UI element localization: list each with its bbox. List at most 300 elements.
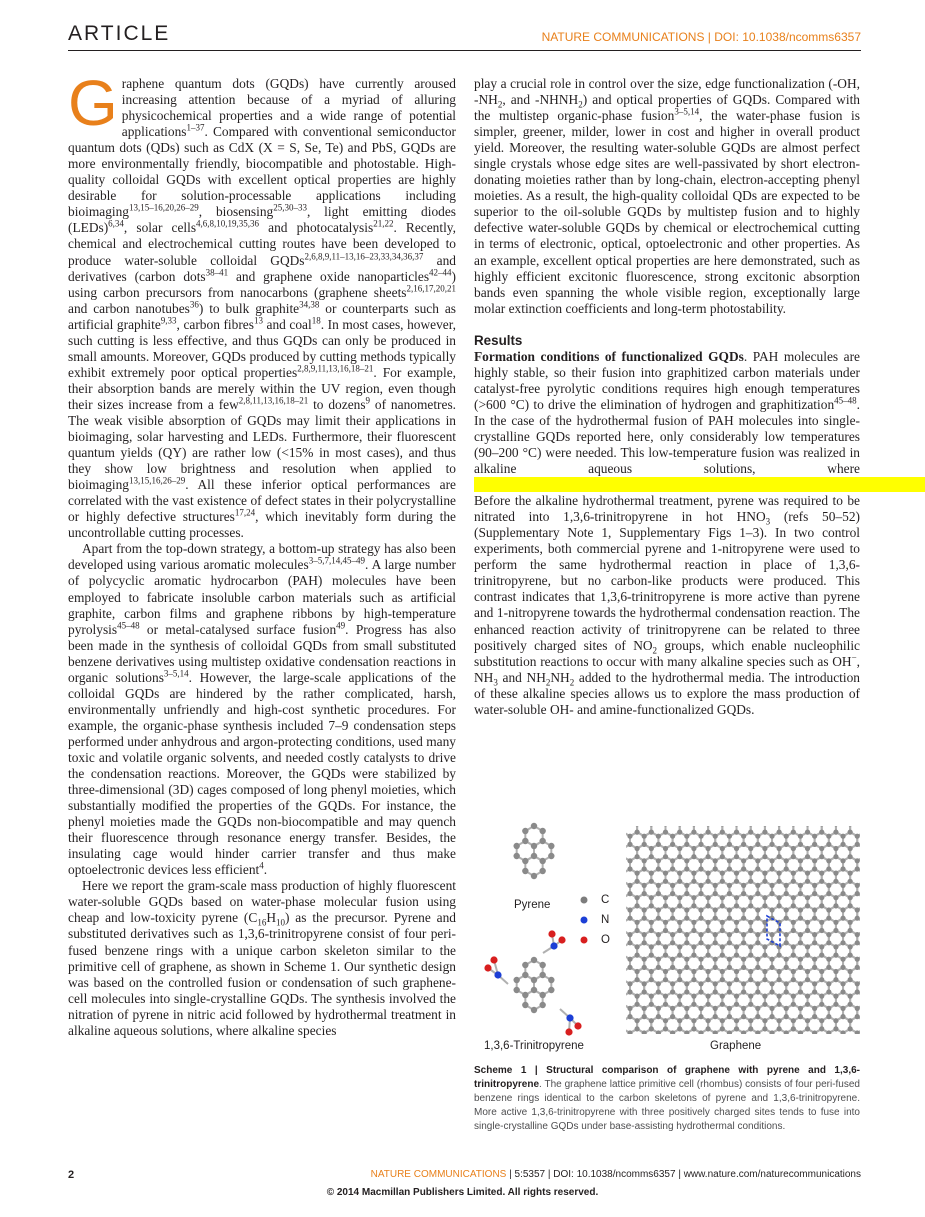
carbon-atom — [606, 846, 611, 851]
bond — [850, 1041, 857, 1045]
carbon-atom — [777, 1043, 782, 1048]
carbon-atom — [649, 822, 654, 827]
carbon-atom — [649, 1026, 654, 1031]
oxygen-atom — [490, 956, 497, 963]
carbon-atom — [833, 1043, 838, 1048]
carbon-atom — [784, 916, 789, 921]
carbon-atom — [620, 871, 625, 876]
carbon-atom — [741, 916, 746, 921]
carbon-atom — [684, 907, 689, 912]
carbon-atom — [762, 1026, 767, 1031]
carbon-atom — [848, 895, 853, 900]
carbon-atom — [840, 932, 845, 937]
carbon-atom — [784, 1014, 789, 1019]
carbon-atom — [613, 1014, 618, 1019]
pyrene-molecule — [513, 823, 554, 879]
carbon-atom — [798, 842, 803, 847]
carbon-atom — [805, 854, 810, 859]
carbon-atom — [620, 928, 625, 933]
bond — [694, 822, 701, 824]
carbon-atom — [798, 981, 803, 986]
carbon-atom — [791, 994, 796, 999]
carbon-atom — [812, 1039, 817, 1044]
carbon-atom — [663, 903, 668, 908]
header-divider — [68, 50, 861, 51]
carbon-atom — [620, 846, 625, 851]
carbon-atom — [663, 879, 668, 884]
carbon-atom — [670, 866, 675, 871]
carbon-atom — [798, 957, 803, 962]
carbon-atom — [812, 1014, 817, 1019]
carbon-atom — [848, 871, 853, 876]
carbon-atom — [798, 866, 803, 871]
carbon-atom — [635, 1026, 640, 1031]
carbon-atom — [826, 866, 831, 871]
bond — [850, 822, 857, 824]
carbon-atom — [706, 928, 711, 933]
carbon-atom — [741, 1006, 746, 1011]
bond — [829, 822, 836, 824]
carbon-atom — [635, 969, 640, 974]
carbon-atom — [642, 866, 647, 871]
carbon-atom — [691, 969, 696, 974]
atom-legend — [581, 897, 588, 944]
carbon-atom — [833, 879, 838, 884]
carbon-atom — [769, 883, 774, 888]
carbon-atom — [748, 830, 753, 835]
carbon-atom — [812, 1006, 817, 1011]
carbon-atom — [755, 1006, 760, 1011]
carbon-atom — [539, 1002, 545, 1008]
bond — [651, 1041, 658, 1045]
carbon-atom — [741, 940, 746, 945]
carbon-atom — [777, 928, 782, 933]
bond — [800, 822, 807, 824]
bond — [715, 822, 722, 824]
carbon-atom — [539, 858, 545, 864]
bond — [793, 822, 800, 824]
carbon-atom — [769, 891, 774, 896]
carbon-atom — [670, 989, 675, 994]
carbon-atom — [656, 932, 661, 937]
carbon-atom — [713, 891, 718, 896]
carbon-atom — [627, 866, 632, 871]
bond — [609, 822, 616, 824]
carbon-atom — [663, 1043, 668, 1048]
carbon-atom — [777, 854, 782, 859]
carbon-atom — [663, 944, 668, 949]
carbon-atom — [734, 920, 739, 925]
carbon-atom — [656, 883, 661, 888]
carbon-atom — [713, 981, 718, 986]
carbon-atom — [762, 903, 767, 908]
bond — [609, 1017, 616, 1021]
oxygen-atom — [484, 964, 491, 971]
carbon-atom — [522, 992, 528, 998]
carbon-atom — [713, 965, 718, 970]
carbon-atom — [762, 830, 767, 835]
carbon-atom — [784, 842, 789, 847]
carbon-atom — [539, 868, 545, 874]
bond — [609, 967, 616, 971]
bond — [658, 1041, 665, 1045]
carbon-atom — [762, 879, 767, 884]
carbon-atom — [656, 1039, 661, 1044]
carbon-atom — [670, 883, 675, 888]
carbon-atom — [826, 1039, 831, 1044]
bond — [680, 822, 687, 824]
bond — [765, 822, 772, 824]
carbon-atom — [840, 858, 845, 863]
carbon-atom — [663, 1026, 668, 1031]
carbon-atom — [826, 842, 831, 847]
carbon-atom — [656, 965, 661, 970]
carbon-atom — [706, 1018, 711, 1023]
carbon-atom — [741, 965, 746, 970]
nitrogen-atom — [494, 971, 501, 978]
carbon-atom — [812, 932, 817, 937]
carbon-atom — [720, 994, 725, 999]
carbon-atom — [769, 932, 774, 937]
carbon-atom — [791, 1018, 796, 1023]
footer-citation[interactable]: NATURE COMMUNICATIONS | 5:5357 | DOI: 10.1038/ncomms6357 | www.nature.com/naturecommunications — [370, 1169, 861, 1180]
carbon-atom — [642, 907, 647, 912]
bond — [815, 822, 822, 824]
carbon-atom — [670, 907, 675, 912]
carbon-atom — [613, 891, 618, 896]
carbon-atom — [539, 838, 545, 844]
carbon-atom — [627, 883, 632, 888]
carbon-atom — [677, 903, 682, 908]
carbon-atom — [706, 846, 711, 851]
carbon-atom — [755, 883, 760, 888]
carbon-atom — [826, 940, 831, 945]
carbon-atom — [720, 928, 725, 933]
bond — [616, 1004, 623, 1008]
carbon-atom — [855, 965, 860, 970]
carbon-atom — [727, 858, 732, 863]
bond — [779, 1041, 786, 1045]
carbon-atom — [855, 957, 860, 962]
carbon-atom — [798, 834, 803, 839]
bond — [701, 1041, 708, 1045]
carbon-atom — [819, 994, 824, 999]
carbon-atom — [720, 822, 725, 827]
carbon-atom — [649, 1002, 654, 1007]
bond — [722, 822, 729, 824]
carbon-atom — [684, 981, 689, 986]
carbon-atom — [791, 903, 796, 908]
bond — [822, 822, 829, 824]
carbon-atom — [513, 853, 519, 859]
bond — [829, 822, 836, 824]
carbon-atom — [819, 953, 824, 958]
carbon-atom — [522, 972, 528, 978]
carbon-atom — [734, 953, 739, 958]
carbon-atom — [620, 953, 625, 958]
carbon-atom — [677, 879, 682, 884]
carbon-atom — [798, 883, 803, 888]
carbon-atom — [606, 1018, 611, 1023]
carbon-atom — [663, 969, 668, 974]
carbon-atom — [855, 883, 860, 888]
carbon-atom — [855, 834, 860, 839]
carbon-atom — [548, 977, 554, 983]
bond — [729, 822, 736, 824]
carbon-atom — [713, 940, 718, 945]
carbon-atom — [819, 1018, 824, 1023]
carbon-atom — [805, 1018, 810, 1023]
carbon-atom — [684, 858, 689, 863]
carbon-atom — [706, 879, 711, 884]
carbon-atom — [720, 1002, 725, 1007]
carbon-atom — [656, 842, 661, 847]
carbon-atom — [691, 830, 696, 835]
carbon-atom — [798, 965, 803, 970]
carbon-atom — [833, 895, 838, 900]
bond — [616, 1029, 623, 1033]
bond — [800, 822, 807, 824]
carbon-atom — [826, 907, 831, 912]
carbon-atom — [635, 977, 640, 982]
carbon-atom — [840, 1039, 845, 1044]
carbon-atom — [627, 842, 632, 847]
carbon-atom — [663, 1002, 668, 1007]
carbon-atom — [784, 965, 789, 970]
carbon-atom — [649, 1018, 654, 1023]
carbon-atom — [613, 866, 618, 871]
carbon-atom — [791, 969, 796, 974]
carbon-atom — [706, 944, 711, 949]
carbon-atom — [691, 944, 696, 949]
carbon-atom — [855, 1030, 860, 1035]
carbon-atom — [734, 1026, 739, 1031]
carbon-atom — [727, 916, 732, 921]
carbon-atom — [777, 953, 782, 958]
carbon-atom — [713, 883, 718, 888]
carbon-atom — [656, 989, 661, 994]
carbon-atom — [848, 928, 853, 933]
journal-reference[interactable]: NATURE COMMUNICATIONS | DOI: 10.1038/ncomms6357 — [541, 30, 861, 44]
carbon-atom — [720, 969, 725, 974]
carbon-atom — [698, 907, 703, 912]
carbon-atom — [784, 981, 789, 986]
carbon-atom — [548, 853, 554, 859]
carbon-atom — [805, 969, 810, 974]
carbon-atom — [826, 1014, 831, 1019]
bond — [630, 1041, 637, 1045]
carbon-atom — [539, 828, 545, 834]
carbon-atom — [755, 842, 760, 847]
carbon-atom — [670, 981, 675, 986]
carbon-atom — [649, 953, 654, 958]
carbon-atom — [642, 858, 647, 863]
carbon-atom — [791, 1026, 796, 1031]
carbon-atom — [627, 891, 632, 896]
carbon-atom — [677, 944, 682, 949]
carbon-atom — [755, 1014, 760, 1019]
bond — [616, 967, 623, 971]
bond — [623, 822, 630, 824]
bond — [616, 918, 623, 922]
carbon-atom — [720, 920, 725, 925]
bond — [637, 822, 644, 824]
carbon-atom — [620, 822, 625, 827]
carbon-atom — [720, 895, 725, 900]
carbon-atom — [784, 940, 789, 945]
bond — [609, 1004, 616, 1008]
carbon-atom — [791, 977, 796, 982]
carbon-atom — [777, 822, 782, 827]
carbon-atom — [606, 879, 611, 884]
bond — [616, 881, 623, 885]
carbon-atom — [684, 891, 689, 896]
nitrogen-atom — [550, 942, 557, 949]
carbon-atom — [613, 907, 618, 912]
carbon-atom — [677, 1043, 682, 1048]
carbon-atom — [635, 879, 640, 884]
legend-o-dot — [581, 937, 588, 944]
carbon-atom — [727, 842, 732, 847]
carbon-atom — [805, 895, 810, 900]
bond — [815, 1041, 822, 1045]
carbon-atom — [805, 944, 810, 949]
bond — [822, 1041, 829, 1045]
carbon-atom — [762, 953, 767, 958]
bond — [708, 822, 715, 824]
carbon-atom — [734, 969, 739, 974]
bond — [616, 955, 623, 959]
carbon-atom — [677, 854, 682, 859]
carbon-atom — [734, 977, 739, 982]
bond — [630, 822, 637, 824]
carbon-atom — [748, 920, 753, 925]
carbon-atom — [613, 1006, 618, 1011]
carbon-atom — [819, 846, 824, 851]
carbon-atom — [713, 907, 718, 912]
results-paragraph: Formation conditions of functionalized GQDs. PAH molecules are highly stable, so their fusion into graphitized carbon materials under catalyst-free pyrolytic conditions requires high enough temperatures (>600 °C) to drive the elimination of hydrogen and graphitization$^{45-48}$. In the case of the hydrothermal fusion of PAH molecules into single-crystalline GQDs reported here, only considerably low temperatures (90–200 °C) were needed. This low-temperature fusion was realized in alkaline aqueous solutions, where Before the alkaline hydrothermal treatment, pyrene was required to be nitrated into 1,3,6-trinitropyrene in hot $HNO_3$ (refs 50–52) (Supplementary Note 1, Supplementary Figs 1–3). In two control experiments, both commercial pyrene and 1-nitropyrene were used to perform the same hydrothermal reaction in place of 1,3,6-trinitropyrene, but no carbon-like products were produced. This contrast indicates that 1,3,6-trinitropyrene is more active than pyrene and 1-nitropyrene towards the hydrothermal condensation reaction. The enhanced reaction activity of trinitropyrene can be related to three positively charged sites of $NO_2$ groups, which enable nucleophilic substitution reactions to occur with many alkaline species such as OH−, $NH_3$ and $NH_2NH_2$ added to the hydrothermal media. The introduction of these alkaline species allows us to explore the mass production of water-soluble OH- and amine-functionalized GQDs. — [474, 349, 860, 718]
carbon-atom — [848, 969, 853, 974]
carbon-atom — [727, 1030, 732, 1035]
bond — [616, 980, 623, 984]
carbon-atom — [670, 1039, 675, 1044]
carbon-atom — [741, 957, 746, 962]
carbon-atom — [741, 866, 746, 871]
carbon-atom — [755, 957, 760, 962]
bond — [609, 980, 616, 984]
carbon-atom — [684, 965, 689, 970]
bond — [616, 832, 623, 836]
bond — [616, 1017, 623, 1021]
bond — [616, 906, 623, 910]
bond — [800, 1041, 807, 1045]
carbon-atom — [826, 981, 831, 986]
carbon-atom — [784, 891, 789, 896]
bond — [808, 1041, 815, 1045]
scheme-caption: Scheme 1 | Structural comparison of graphene with pyrene and 1,3,6-trinitropyrene. The graphene lattice primitive cell (rhombus) consists of four peri-fused benzene rings identical to the carbon skeletons of pyrene and 1,3,6-trinitropyrene. More active 1,3,6-trinitropyrene with three positively charged sites tends to fuse into single-crystalline GQDs under base-assisting hydrothermal conditions. — [474, 1065, 860, 1132]
carbon-atom — [791, 895, 796, 900]
carbon-atom — [656, 940, 661, 945]
trinitropyrene-molecule — [484, 930, 581, 1035]
carbon-atom — [613, 965, 618, 970]
carbon-atom — [769, 907, 774, 912]
carbon-atom — [635, 871, 640, 876]
carbon-atom — [670, 842, 675, 847]
carbon-atom — [606, 994, 611, 999]
bond — [609, 1029, 616, 1033]
carbon-atom — [748, 1002, 753, 1007]
carbon-atom — [670, 965, 675, 970]
carbon-atom — [713, 866, 718, 871]
carbon-atom — [513, 977, 519, 983]
carbon-atom — [784, 883, 789, 888]
carbon-atom — [848, 977, 853, 982]
carbon-atom — [649, 846, 654, 851]
carbon-atom — [635, 822, 640, 827]
carbon-atom — [548, 987, 554, 993]
carbon-atom — [727, 957, 732, 962]
carbon-atom — [812, 907, 817, 912]
carbon-atom — [741, 858, 746, 863]
carbon-atom — [670, 891, 675, 896]
bond — [680, 1041, 687, 1045]
carbon-atom — [642, 842, 647, 847]
carbon-atom — [855, 907, 860, 912]
carbon-atom — [755, 932, 760, 937]
bond — [616, 967, 623, 971]
carbon-atom — [627, 989, 632, 994]
carbon-atom — [691, 846, 696, 851]
carbon-atom — [677, 969, 682, 974]
carbon-atom — [833, 871, 838, 876]
carbon-atom — [769, 834, 774, 839]
carbon-atom — [727, 866, 732, 871]
bond — [786, 822, 793, 824]
carbon-atom — [819, 944, 824, 949]
highlighted-redaction — [474, 477, 925, 492]
carbon-atom — [539, 962, 545, 968]
carbon-atom — [791, 830, 796, 835]
carbon-atom — [642, 883, 647, 888]
carbon-atom — [840, 1030, 845, 1035]
carbon-atom — [706, 977, 711, 982]
carbon-atom — [663, 871, 668, 876]
carbon-atom — [649, 879, 654, 884]
carbon-atom — [635, 928, 640, 933]
bond — [658, 822, 665, 824]
carbon-atom — [727, 981, 732, 986]
bond — [616, 832, 623, 836]
carbon-atom — [727, 940, 732, 945]
body-paragraph: Apart from the top-down strategy, a bottom-up strategy has also been developed using various aromatic molecules$^{3-5,7,14,45-49}$. A large number of polycyclic aromatic hydrocarbon (PAH) molecules have been employed to fabricate insoluble carbon materials such as artificial graphite, carbon films and graphene ribbons by high-temperature pyrolysis$^{45-48}$ or metal-catalysed surface fusion$^{49}$. Progress has also been made in the synthesis of colloidal GQDs from small substituted benzene derivatives using multistep oxidative condensation reactions in organic solutions$^{3-5,14}$. However, the large-scale applications of the colloidal GQDs are hindered by the rather complicated, harsh, environmentally unfriendly and high-cost synthetic procedures. For example, the organic-phase synthesis included 7–9 condensation steps performed under anhydrous and argon-protecting conditions, used many toxic and volatile organic solvents, and needed costly catalysts to drive the condensation reactions. Moreover, the GQDs were stabilized by three-dimensional (3D) cages composed of long phenyl moieties, which substantially modified the properties of the GQDs. For instance, the phenyl moieties made the GQDs non-biocompatible and may quench their fluorescence through resonance energy transfer. Besides, the insulating cage would hinder carrier transfer and thus make optoelectronic devices less efficient$^4$. — [68, 541, 456, 878]
carbon-atom — [691, 879, 696, 884]
carbon-atom — [635, 1043, 640, 1048]
bond — [680, 822, 687, 824]
carbon-atom — [734, 830, 739, 835]
bond — [751, 822, 758, 824]
carbon-atom — [741, 1030, 746, 1035]
carbon-atom — [777, 994, 782, 999]
bond — [857, 1041, 860, 1045]
bond — [843, 822, 850, 824]
carbon-atom — [812, 916, 817, 921]
carbon-atom — [791, 920, 796, 925]
bond — [637, 822, 644, 824]
bond — [722, 822, 729, 824]
carbon-atom — [620, 944, 625, 949]
carbon-atom — [741, 932, 746, 937]
carbon-atom — [691, 871, 696, 876]
